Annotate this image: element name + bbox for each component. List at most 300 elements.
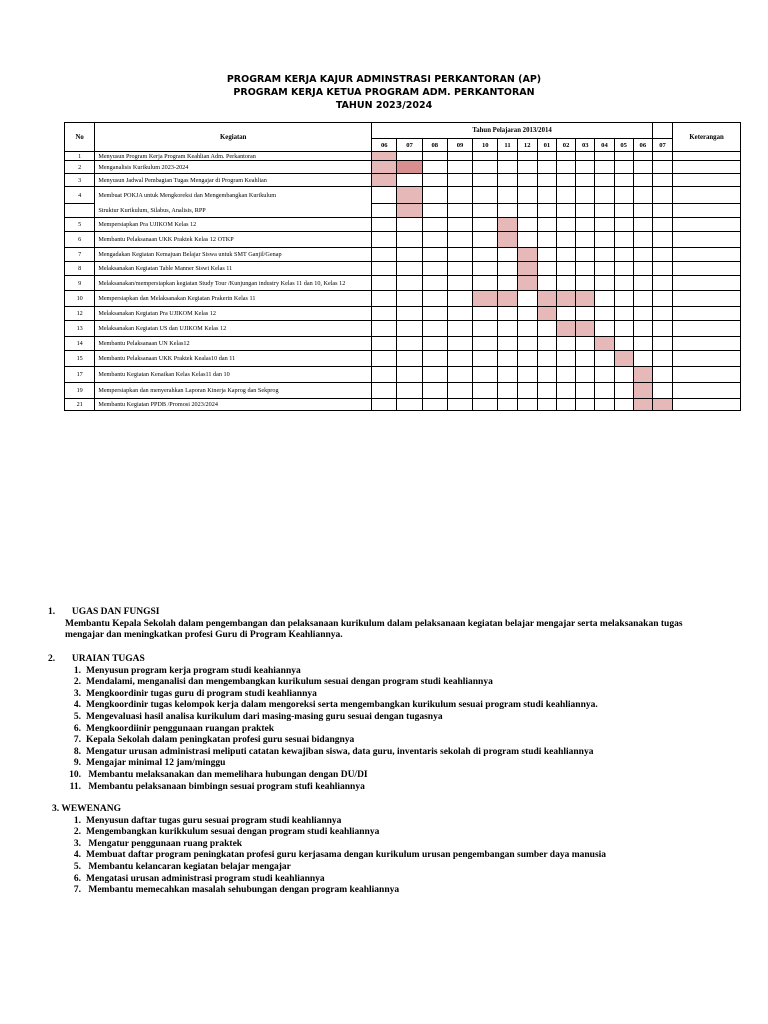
month-cell-filled — [576, 321, 595, 337]
month-cell — [498, 152, 517, 161]
month-cell — [473, 276, 498, 291]
month-cell — [595, 276, 614, 291]
month-cell — [614, 152, 633, 161]
month-cell — [537, 276, 556, 291]
month-cell — [576, 204, 595, 218]
list-item — [65, 666, 598, 678]
month-cell — [447, 262, 472, 276]
month-cell — [422, 351, 447, 367]
schedule-row — [65, 367, 741, 383]
month-cell — [576, 161, 595, 174]
month-cell — [614, 248, 633, 262]
month-cell — [517, 307, 537, 321]
month-cell-filled — [498, 232, 517, 248]
keterangan-cell — [673, 232, 741, 248]
list-item — [65, 782, 598, 794]
schedule-row — [65, 291, 741, 307]
row-number: 5 — [65, 218, 95, 232]
month-cell — [447, 399, 472, 411]
month-cell — [517, 367, 537, 383]
month-cell-filled — [633, 367, 652, 383]
month-cell — [614, 399, 633, 411]
schedule-row — [65, 262, 741, 276]
month-cell — [633, 276, 652, 291]
list-item — [65, 712, 598, 724]
row-number: 13 — [65, 321, 95, 337]
keterangan-cell — [673, 321, 741, 337]
month-cell — [652, 307, 672, 321]
month-cell — [447, 218, 472, 232]
month-cell — [498, 204, 517, 218]
month-cell — [576, 337, 595, 351]
list-item-number: 6. — [73, 873, 81, 884]
month-cell — [397, 383, 422, 399]
month-cell-filled — [372, 174, 397, 187]
month-cell — [473, 383, 498, 399]
month-cell — [652, 351, 672, 367]
month-cell — [557, 262, 576, 276]
month-cell — [473, 307, 498, 321]
keterangan-cell — [673, 204, 741, 218]
month-cell — [397, 152, 422, 161]
month-cell — [473, 367, 498, 383]
keterangan-cell — [673, 174, 741, 187]
month-header: 04 — [595, 139, 614, 152]
schedule-row — [65, 174, 741, 187]
month-cell — [557, 204, 576, 218]
month-cell — [614, 383, 633, 399]
month-cell — [576, 276, 595, 291]
month-cell — [397, 399, 422, 411]
activity-text: Membantu Pelaksanaan UKK Praktek Kelas 12 OTKP — [95, 232, 372, 248]
month-cell — [652, 321, 672, 337]
month-cell — [447, 232, 472, 248]
month-cell — [517, 291, 537, 307]
activity-text: Mempersiapkan dan menyerahkan Laporan Kinerja Kaprog dan Sekprog — [95, 383, 372, 399]
month-cell — [595, 351, 614, 367]
schedule-row — [65, 351, 741, 367]
month-cell — [372, 248, 397, 262]
header-tahun-pelajaran: Tahun Pelajaran 2013/2014 — [372, 123, 653, 139]
month-header: 08 — [422, 139, 447, 152]
month-header: 09 — [447, 139, 472, 152]
keterangan-cell — [673, 262, 741, 276]
row-number: 7 — [65, 248, 95, 262]
month-cell-filled — [652, 399, 672, 411]
month-cell — [557, 218, 576, 232]
month-cell — [498, 367, 517, 383]
schedule-row — [65, 218, 741, 232]
month-cell — [557, 187, 576, 204]
month-cell-filled — [372, 161, 397, 174]
month-header: 01 — [537, 139, 556, 152]
month-cell — [372, 337, 397, 351]
month-cell — [576, 307, 595, 321]
month-header: 06 — [633, 139, 652, 152]
month-cell — [614, 232, 633, 248]
month-cell — [595, 383, 614, 399]
month-cell — [595, 161, 614, 174]
month-cell — [614, 307, 633, 321]
activity-text: Membantu Pelaksanaan UKK Praktek Kealas10 dan 11 — [95, 351, 372, 367]
month-cell — [517, 337, 537, 351]
month-cell-filled — [498, 291, 517, 307]
month-cell — [576, 174, 595, 187]
activity-text: Membantu Pelaksanaan UN Kelas12 — [95, 337, 372, 351]
month-cell — [397, 367, 422, 383]
month-cell — [422, 276, 447, 291]
section-1-title: UGAS DAN FUNGSI — [71, 607, 160, 617]
list-item-text: Mendalami, menganalisi dan mengembangkan kurikulum sesuai dengan program studi keahliannya — [86, 677, 493, 688]
month-cell — [498, 248, 517, 262]
activity-text: Membantu Kegiatan PPDB /Promosi 2023/2024 — [95, 399, 372, 411]
month-cell — [473, 351, 498, 367]
month-header: 03 — [576, 139, 595, 152]
list-item — [65, 874, 606, 886]
schedule-row — [65, 321, 741, 337]
month-cell — [397, 262, 422, 276]
month-cell — [372, 367, 397, 383]
list-item-text: Membantu memecahkan masalah sehubungan dengan program keahliannya — [86, 885, 400, 896]
month-cell — [614, 337, 633, 351]
keterangan-cell — [673, 367, 741, 383]
month-cell — [595, 248, 614, 262]
month-cell — [372, 399, 397, 411]
month-cell — [422, 161, 447, 174]
month-cell — [614, 174, 633, 187]
month-cell-filled — [498, 218, 517, 232]
section-1-number: 1. — [48, 607, 56, 617]
section-2-number: 2. — [48, 654, 56, 664]
month-cell — [422, 187, 447, 204]
month-cell — [652, 291, 672, 307]
month-header: 07 — [397, 139, 422, 152]
month-cell — [652, 337, 672, 351]
month-cell — [557, 383, 576, 399]
month-cell — [447, 276, 472, 291]
row-number: 19 — [65, 383, 95, 399]
month-cell — [633, 174, 652, 187]
list-item-text: Mengatasi urusan administrasi program studi keahliannya — [86, 873, 325, 884]
month-cell — [397, 276, 422, 291]
month-cell — [652, 383, 672, 399]
month-cell — [447, 351, 472, 367]
month-cell — [537, 174, 556, 187]
keterangan-cell — [673, 276, 741, 291]
activity-text: Mengadakan Kegiatan Kemajuan Belajar Siswa untuk SMT Ganjil/Genap — [95, 248, 372, 262]
month-cell — [537, 337, 556, 351]
month-cell — [422, 232, 447, 248]
schedule-row — [65, 152, 741, 161]
month-cell — [537, 152, 556, 161]
list-item-number: 9. — [73, 758, 81, 769]
section-wewenang — [52, 804, 606, 897]
month-cell — [595, 262, 614, 276]
month-cell — [473, 204, 498, 218]
month-cell — [372, 351, 397, 367]
month-cell — [447, 367, 472, 383]
month-cell — [557, 152, 576, 161]
month-cell — [576, 152, 595, 161]
list-item-number: 6. — [73, 723, 81, 734]
schedule-row — [65, 307, 741, 321]
keterangan-cell — [673, 218, 741, 232]
month-cell — [595, 187, 614, 204]
month-cell — [557, 248, 576, 262]
month-header: 05 — [614, 139, 633, 152]
header-no: No — [65, 123, 95, 152]
month-cell — [422, 383, 447, 399]
month-cell — [633, 321, 652, 337]
month-cell — [517, 383, 537, 399]
month-cell-filled — [397, 161, 422, 174]
month-cell — [498, 262, 517, 276]
month-cell — [517, 218, 537, 232]
month-cell — [595, 399, 614, 411]
month-cell — [652, 248, 672, 262]
month-header: 07 — [652, 139, 672, 152]
list-item — [65, 677, 598, 689]
month-cell — [633, 262, 652, 276]
month-cell — [517, 204, 537, 218]
month-cell — [595, 218, 614, 232]
month-cell — [447, 248, 472, 262]
activity-text: Struktur Kurikulum, Silabus, Analisis, RPP — [95, 204, 372, 218]
month-cell — [447, 161, 472, 174]
month-cell — [537, 204, 556, 218]
month-cell — [652, 218, 672, 232]
month-cell — [517, 321, 537, 337]
month-cell-filled — [517, 262, 537, 276]
month-cell — [557, 174, 576, 187]
month-cell — [422, 248, 447, 262]
month-cell — [614, 291, 633, 307]
list-item-text: Membantu kelancaran kegiatan belajar mengajar — [86, 861, 291, 872]
month-cell — [576, 187, 595, 204]
month-cell — [498, 187, 517, 204]
list-item-number: 3. — [73, 838, 81, 849]
activity-text: Melaksanakan Kegiatan Pra UJIKOM Kelas 12 — [95, 307, 372, 321]
month-cell — [652, 204, 672, 218]
month-cell — [498, 307, 517, 321]
activity-text: Menyusun Program Kerja Program Keahlian Adm. Perkantoran — [95, 152, 372, 161]
month-cell — [473, 174, 498, 187]
keterangan-cell — [673, 248, 741, 262]
month-cell — [576, 218, 595, 232]
list-item-text: Mengkoordinir tugas kelompok kerja dalam mengoreksi serta mengembangkan kurikulum sesuai program studi keahliannya. — [86, 700, 598, 711]
month-cell — [537, 161, 556, 174]
row-number: 10 — [65, 291, 95, 307]
month-header: 06 — [372, 139, 397, 152]
month-cell — [576, 383, 595, 399]
month-cell — [537, 321, 556, 337]
activity-text: Membantu Kegiatan Kenaikan Kelas Kelas11 dan 10 — [95, 367, 372, 383]
month-cell — [557, 351, 576, 367]
month-cell — [614, 262, 633, 276]
keterangan-cell — [673, 187, 741, 204]
month-cell — [422, 218, 447, 232]
month-cell — [447, 321, 472, 337]
month-cell — [447, 174, 472, 187]
month-cell — [576, 367, 595, 383]
month-cell — [633, 204, 652, 218]
month-cell — [614, 161, 633, 174]
month-cell — [447, 337, 472, 351]
list-item-text: Membantu pelaksanaan bimbingn sesuai program stufi keahliannya — [86, 781, 365, 792]
month-cell-filled — [576, 291, 595, 307]
schedule-row — [65, 248, 741, 262]
month-cell — [537, 218, 556, 232]
keterangan-cell — [673, 152, 741, 161]
row-number: 14 — [65, 337, 95, 351]
month-cell — [633, 161, 652, 174]
header-blank — [652, 123, 672, 139]
month-cell — [595, 232, 614, 248]
list-item-text: Mengkoordiinir penggunaan ruangan praktek — [86, 723, 275, 734]
month-cell — [537, 399, 556, 411]
month-cell — [372, 307, 397, 321]
list-item-text: Membantu melaksanakan dan memelihara hubungan dengan DU/DI — [86, 769, 368, 780]
list-item — [65, 885, 606, 897]
month-cell — [576, 399, 595, 411]
keterangan-cell — [673, 383, 741, 399]
list-item-number: 7. — [73, 885, 81, 896]
list-item-number: 3. — [73, 688, 81, 699]
month-cell — [372, 204, 397, 218]
month-cell — [498, 399, 517, 411]
month-cell — [397, 248, 422, 262]
month-cell-filled — [614, 351, 633, 367]
list-item — [65, 770, 598, 782]
month-cell — [537, 351, 556, 367]
list-item-text: Menyusun daftar tugas guru sesuai program studi keahliannya — [86, 815, 342, 826]
schedule-row — [65, 187, 741, 204]
list-item-text: Menyusun program kerja program studi keahiannya — [86, 665, 301, 676]
list-item-number: 2. — [73, 677, 81, 688]
row-number — [65, 204, 95, 218]
activity-text: Menganalisis Kurikulum 2023-2024 — [95, 161, 372, 174]
row-number: 9 — [65, 276, 95, 291]
month-cell — [372, 218, 397, 232]
month-cell — [557, 232, 576, 248]
list-item-number: 8. — [73, 746, 81, 757]
month-cell — [595, 321, 614, 337]
month-cell — [397, 351, 422, 367]
month-cell-filled — [473, 291, 498, 307]
month-cell — [372, 291, 397, 307]
month-cell — [557, 276, 576, 291]
list-item-number: 4. — [73, 700, 81, 711]
schedule-row — [65, 161, 741, 174]
month-cell — [614, 367, 633, 383]
schedule-table — [64, 122, 741, 411]
month-cell — [447, 383, 472, 399]
month-cell-filled — [557, 321, 576, 337]
month-cell — [422, 399, 447, 411]
month-cell — [397, 321, 422, 337]
row-number: 2 — [65, 161, 95, 174]
section-2-title: URAIAN TUGAS — [71, 654, 145, 664]
schedule-row — [65, 232, 741, 248]
month-cell — [633, 337, 652, 351]
month-cell — [633, 248, 652, 262]
month-cell — [537, 383, 556, 399]
month-cell — [633, 218, 652, 232]
month-cell-filled — [517, 276, 537, 291]
schedule-row — [65, 399, 741, 411]
list-item — [65, 735, 598, 747]
header-kegiatan: Kegiatan — [95, 123, 372, 152]
schedule-row — [65, 276, 741, 291]
month-cell — [537, 232, 556, 248]
header-keterangan: Keterangan — [673, 123, 741, 152]
month-cell — [652, 367, 672, 383]
month-cell — [422, 152, 447, 161]
month-cell — [498, 321, 517, 337]
month-cell — [557, 367, 576, 383]
month-cell — [517, 399, 537, 411]
month-cell — [595, 204, 614, 218]
month-cell — [517, 152, 537, 161]
month-cell — [652, 262, 672, 276]
month-cell — [372, 232, 397, 248]
month-cell — [537, 187, 556, 204]
month-cell-filled — [397, 187, 422, 204]
list-item — [65, 758, 598, 770]
document-title-block — [0, 73, 768, 112]
month-cell — [595, 307, 614, 321]
schedule-row — [65, 383, 741, 399]
month-cell — [633, 351, 652, 367]
activity-text: Melaksanakan Kegiatan US dan UJIKOM Kelas 12 — [95, 321, 372, 337]
month-cell — [537, 367, 556, 383]
title-line-2: PROGRAM KERJA KETUA PROGRAM ADM. PERKANTORAN — [233, 87, 535, 98]
month-cell — [576, 248, 595, 262]
month-cell — [498, 337, 517, 351]
month-cell — [517, 187, 537, 204]
month-cell — [473, 321, 498, 337]
month-cell — [498, 161, 517, 174]
schedule-row — [65, 204, 741, 218]
section-3-title: 3. WEWENANG — [52, 804, 121, 814]
month-cell — [517, 174, 537, 187]
month-cell — [422, 204, 447, 218]
month-cell — [372, 276, 397, 291]
month-cell — [498, 383, 517, 399]
row-number: 3 — [65, 174, 95, 187]
list-item-text: Kepala Sekolah dalam peningkatan profesi guru sesuai bidangnya — [86, 735, 355, 746]
month-cell — [652, 232, 672, 248]
month-cell — [614, 276, 633, 291]
month-header: 12 — [517, 139, 537, 152]
month-cell — [422, 321, 447, 337]
list-item-number: 4. — [73, 850, 81, 861]
month-cell — [372, 187, 397, 204]
month-cell — [595, 367, 614, 383]
month-cell — [447, 291, 472, 307]
list-item-text: Mengatur urusan administrasi meliputi catatan kewajiban siswa, data guru, inventaris sekolah di program studi keahliannya — [86, 746, 594, 757]
month-cell — [652, 187, 672, 204]
list-item-text: Mengajar minimal 12 jam/minggu — [86, 758, 226, 769]
row-number: 15 — [65, 351, 95, 367]
month-cell — [576, 351, 595, 367]
month-cell — [614, 187, 633, 204]
month-cell — [557, 307, 576, 321]
month-cell — [557, 399, 576, 411]
title-line-3: TAHUN 2023/2024 — [335, 100, 433, 111]
month-header: 10 — [473, 139, 498, 152]
month-cell — [498, 174, 517, 187]
